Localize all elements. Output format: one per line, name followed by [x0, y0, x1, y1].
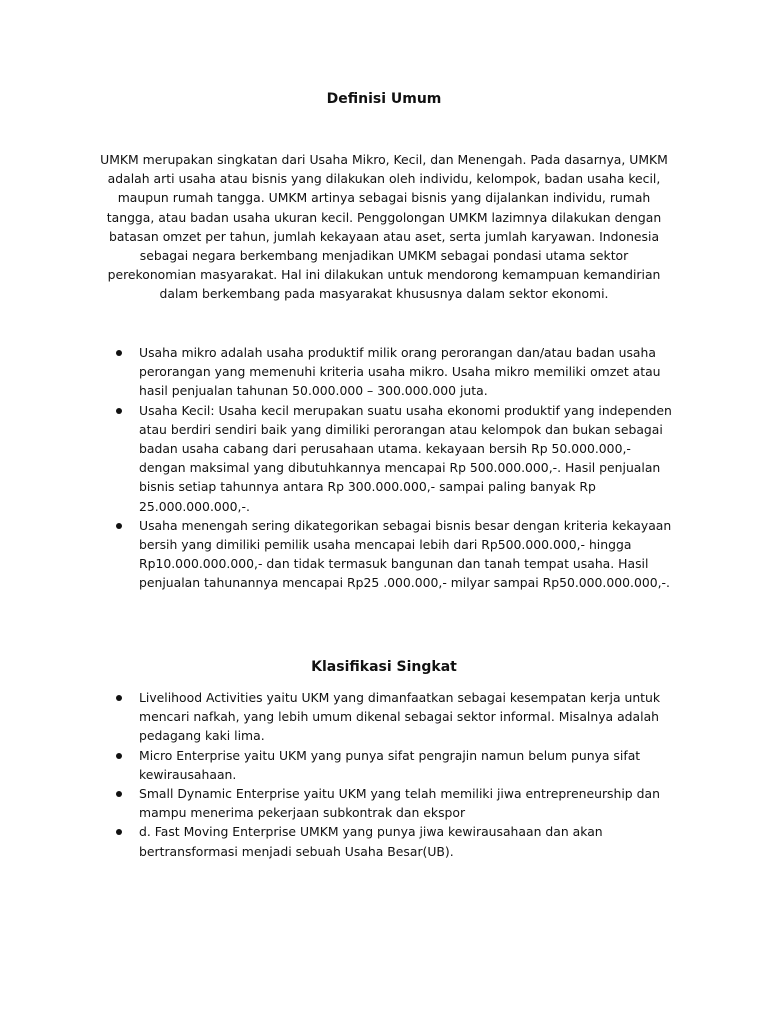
list-item	[114, 688, 679, 746]
list-item	[114, 822, 679, 860]
list-item	[114, 746, 679, 784]
bullet-icon	[116, 695, 122, 701]
list-item-text: Micro Enterprise yaitu UKM yang punya sifat pengrajin namun belum punya sifat kewirausahaan.	[139, 747, 641, 782]
section-title-definisi-umum: Definisi Umum	[326, 91, 442, 107]
bullet-icon	[116, 408, 122, 414]
bullet-icon	[116, 350, 122, 356]
list-item	[114, 516, 679, 593]
list-item-text: Usaha menengah sering dikategorikan sebagai bisnis besar dengan kriteria kekayaan bersih yang dimiliki pemilik usaha mencapai lebih dari Rp500.000.000,- hingga Rp10.000.000.000,- dan tidak termasuk bangunan dan tanah tempat usaha. Hasil penjualan tahunannya mencapai Rp25 .000.000,- milyar sampai Rp50.000.000.000,-.	[139, 517, 672, 591]
bullet-icon	[116, 753, 122, 759]
list-item	[114, 401, 679, 516]
list-item-text: Usaha mikro adalah usaha produktif milik orang perorangan dan/atau badan usaha perorangan yang memenuhi kriteria usaha mikro. Usaha mikro memiliki omzet atau hasil penjualan tahunan 50.000.000 – 300.000.000 juta.	[139, 345, 661, 399]
bullet-icon	[116, 791, 122, 797]
list-item-text: d. Fast Moving Enterprise UMKM yang punya jiwa kewirausahaan dan akan bertransformasi menjadi sebuah Usaha Besar(UB).	[139, 824, 603, 859]
definition-bullet-list	[114, 343, 679, 593]
intro-paragraph: UMKM merupakan singkatan dari Usaha Mikro, Kecil, dan Menengah. Pada dasarnya, UMKM adalah arti usaha atau bisnis yang dilakukan oleh individu, kelompok, badan usaha kecil, maupun rumah tangga. UMKM artinya sebagai bisnis yang dijalankan individu, rumah tangga, atau badan usaha ukuran kecil. Penggolongan UMKM lazimnya dilakukan dengan batasan omzet per tahun, jumlah kekayaan atau aset, serta jumlah karyawan. Indonesia sebagai negara berkembang menjadikan UMKM sebagai pondasi utama sektor perekonomian masyarakat. Hal ini dilakukan untuk mendorong kemampuan kemandirian dalam berkembang pada masyarakat khususnya dalam sektor ekonomi.	[100, 152, 668, 302]
list-item	[114, 343, 679, 401]
list-item	[114, 784, 679, 822]
bullet-icon	[116, 829, 122, 835]
bullet-icon	[116, 523, 122, 529]
list-item-text: Usaha Kecil: Usaha kecil merupakan suatu usaha ekonomi produktif yang independen atau berdiri sendiri baik yang dimiliki perorangan atau kelompok dan bukan sebagai badan usaha cabang dari perusahaan utama. kekayaan bersih Rp 50.000.000,- dengan maksimal yang dibutuhkannya mencapai Rp 500.000.000,-. Hasil penjualan bisnis setiap tahunnya antara Rp 300.000.000,- sampai paling banyak Rp 25.000.000.000,-.	[139, 402, 672, 514]
list-item-text: Small Dynamic Enterprise yaitu UKM yang telah memiliki jiwa entrepreneurship dan mampu menerima pekerjaan subkontrak dan ekspor	[139, 786, 660, 821]
classification-bullet-list	[114, 688, 679, 861]
list-item-text: Livelihood Activities yaitu UKM yang dimanfaatkan sebagai kesempatan kerja untuk mencari nafkah, yang lebih umum dikenal sebagai sektor informal. Misalnya adalah pedagang kaki lima.	[139, 690, 661, 744]
section-title-klasifikasi-singkat: Klasifikasi Singkat	[311, 659, 457, 675]
